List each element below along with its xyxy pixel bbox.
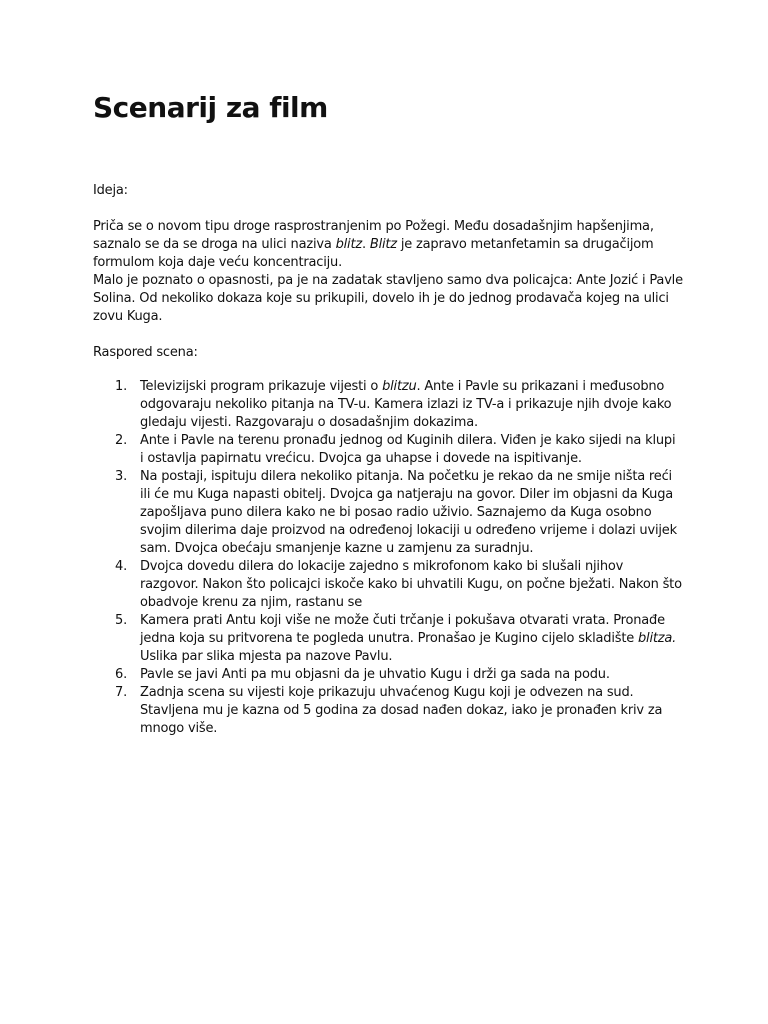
- schedule-label: Raspored scena:: [93, 345, 198, 360]
- scene-line: Kamera prati Antu koji više ne može čuti trčanje i pokušava otvarati vrata. Pronađe: [140, 613, 665, 628]
- scene-line: jedna koja su pritvorena te pogleda unutra. Pronašao je Kugino cijelo skladište blitza.: [140, 631, 677, 646]
- scene-line: Na postaji, ispituju dilera nekoliko pitanja. Na početku je rekao da ne smije ništa reći: [140, 469, 672, 484]
- scene-item: [93, 378, 682, 432]
- scene-line: gledaju vijesti. Razgovaraju o dosadašnjim dokazima.: [140, 415, 478, 430]
- scene-item: [93, 684, 682, 738]
- intro-line: Malo je poznato o opasnosti, pa je na zadatak stavljeno samo dva policajca: Ante Jozić i Pavle: [93, 273, 683, 288]
- italic-term: Blitz: [369, 237, 397, 252]
- scene-number: 2.: [115, 433, 128, 448]
- scene-line: ili će mu Kuga napasti obitelj. Dvojca ga natjeraju na govor. Diler im objasni da Kuga: [140, 487, 674, 502]
- scene-list: [93, 378, 682, 738]
- scene-number: 5.: [115, 613, 128, 628]
- scene-number: 3.: [115, 469, 128, 484]
- italic-term: blitza.: [637, 631, 677, 646]
- scene-line: Pavle se javi Anti pa mu objasni da je uhvatio Kugu i drži ga sada na podu.: [140, 667, 610, 682]
- scene-number: 6.: [115, 667, 128, 682]
- italic-term: blitz: [335, 237, 362, 252]
- scene-line: Zadnja scena su vijesti koje prikazuju uhvaćenog Kugu koji je odvezen na sud.: [140, 685, 634, 700]
- document-title: Scenarij za film: [93, 91, 328, 124]
- idea-label: Ideja:: [93, 183, 128, 198]
- scene-line: Stavljena mu je kazna od 5 godina za dosad nađen dokaz, iako je pronađen kriv za: [140, 703, 663, 718]
- scene-line: zapošljava puno dilera kako ne bi posao radio uživio. Saznajemo da Kuga osobno: [140, 505, 652, 520]
- intro-line: saznalo se da se droga na ulici naziva blitz. Blitz je zapravo metanfetamin sa drugačijom: [93, 237, 654, 252]
- intro-line: Priča se o novom tipu droge rasprostranjenim po Požegi. Među dosadašnjim hapšenjima,: [93, 219, 654, 234]
- scene-number: 7.: [115, 685, 128, 700]
- scene-line: razgovor. Nakon što policajci iskoče kako bi uhvatili Kugu, on počne bježati. Nakon što: [140, 577, 682, 592]
- scene-line: Dvojca dovedu dilera do lokacije zajedno s mikrofonom kako bi slušali njihov: [140, 559, 624, 574]
- scene-number: 1.: [115, 379, 128, 394]
- scene-line: Ante i Pavle na terenu pronađu jednog od Kuginih dilera. Viđen je kako sijedi na klupi: [140, 433, 676, 448]
- italic-term: blitzu: [382, 379, 417, 394]
- intro-line: zovu Kuga.: [93, 309, 163, 324]
- scene-line: i ostavlja papirnatu vrećicu. Dvojca ga uhapse i dovede na ispitivanje.: [140, 451, 582, 466]
- scene-number: 4.: [115, 559, 128, 574]
- intro-line: formulom koja daje veću koncentraciju.: [93, 255, 343, 270]
- scene-item: [93, 432, 682, 468]
- scene-item: [93, 558, 682, 612]
- scene-item: [93, 468, 682, 558]
- intro-line: Solina. Od nekoliko dokaza koje su prikupili, dovelo ih je do jednog prodavača kojeg na ulici: [93, 291, 669, 306]
- scene-line: Uslika par slika mjesta pa nazove Pavlu.: [140, 649, 393, 664]
- scene-item: [93, 666, 682, 684]
- scene-line: obadvoje krenu za njim, rastanu se: [140, 595, 363, 610]
- scene-line: sam. Dvojca obećaju smanjenje kazne u zamjenu za suradnju.: [140, 541, 534, 556]
- scene-line: odgovaraju nekoliko pitanja na TV-u. Kamera izlazi iz TV-a i prikazuje njih dvoje kako: [140, 397, 672, 412]
- scene-line: svojim dilerima daje proizvod na određenoj lokaciji u određeno vrijeme i dolazi uvijek: [140, 523, 677, 538]
- scene-line: Televizijski program prikazuje vijesti o blitzu. Ante i Pavle su prikazani i međusobno: [140, 379, 665, 394]
- scene-line: mnogo više.: [140, 721, 218, 736]
- intro-paragraph: [93, 218, 683, 326]
- scene-item: [93, 612, 682, 666]
